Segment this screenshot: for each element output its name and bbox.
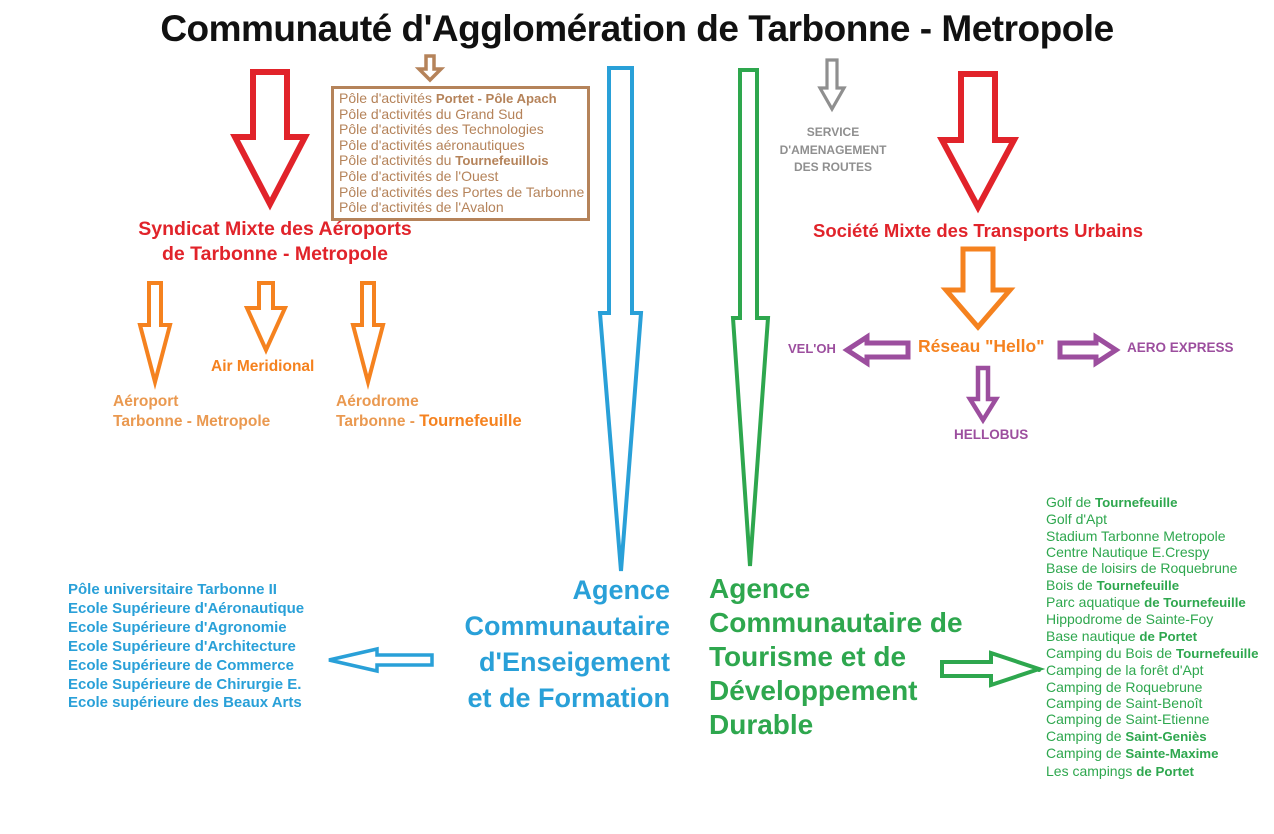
list-item: Camping de Saint-Etienne bbox=[1046, 711, 1210, 728]
list-item: Camping de Saint-Benoît bbox=[1046, 695, 1203, 712]
facilities-list bbox=[1046, 494, 1258, 780]
list-item: Communautaire de bbox=[709, 607, 963, 638]
list-item: Pôle universitaire Tarbonne II bbox=[68, 581, 277, 598]
list-item: Tourisme et de bbox=[709, 641, 907, 672]
hellobus-label: HELLOBUS bbox=[954, 427, 1029, 442]
page-title: Communauté d'Agglomération de Tarbonne - Metropole bbox=[160, 8, 1114, 49]
list-item: Base de loisirs de Roquebrune bbox=[1046, 560, 1238, 577]
list-item: Ecole supérieure des Beaux Arts bbox=[68, 694, 302, 712]
list-item: Pôle d'activités Portet - Pôle Apach bbox=[339, 90, 557, 106]
list-item: Bois de Tournefeuille bbox=[1046, 576, 1180, 593]
list-item: Les campings de Portet bbox=[1046, 762, 1194, 779]
list-item: Ecole Supérieure d'Architecture bbox=[68, 637, 296, 655]
list-item: Pôle d'activités des Technologies bbox=[339, 121, 544, 138]
list-item: Tarbonne - Metropole bbox=[113, 412, 271, 430]
purple-down-arrow-icon bbox=[967, 366, 999, 423]
blue-long-down-arrow-icon bbox=[597, 66, 644, 576]
orange-down-arrow-air-meridional-icon bbox=[244, 281, 288, 353]
aerodrome-line2: Tarbonne - Tournefeuille bbox=[336, 411, 522, 430]
orange-down-arrow-reseau-icon bbox=[943, 246, 1013, 330]
brown-down-arrow-icon bbox=[417, 54, 443, 82]
list-item: Camping du Bois de Tournefeuille bbox=[1046, 645, 1259, 662]
reseau-hello-label: Réseau "Hello" bbox=[918, 336, 1045, 356]
list-item: Pôle d'activités de l'Ouest bbox=[339, 167, 499, 184]
list-item: Ecole Supérieure de Chirurgie E. bbox=[68, 675, 302, 693]
list-item: DES ROUTES bbox=[793, 160, 872, 174]
list-item: Syndicat Mixte des Aéroports bbox=[138, 218, 412, 240]
list-item: de Tarbonne - Metropole bbox=[161, 243, 389, 265]
purple-left-arrow-icon bbox=[845, 334, 911, 366]
societe-transports-label: Société Mixte des Transports Urbains bbox=[812, 220, 1144, 241]
list-item: Pôle d'activités de l'Avalon bbox=[339, 199, 504, 216]
gray-down-arrow-icon bbox=[817, 58, 847, 111]
schools-list bbox=[68, 581, 304, 713]
green-right-arrow-icon bbox=[940, 650, 1042, 688]
list-item: Golf d'Apt bbox=[1046, 511, 1108, 528]
list-item: d'Enseigement bbox=[479, 647, 670, 677]
list-item: Stadium Tarbonne Metropole bbox=[1046, 527, 1226, 544]
aerodrome-tournefeuille-label bbox=[336, 392, 522, 431]
service-amenagement-routes-label bbox=[765, 124, 901, 177]
list-item: Ecole Supérieure d'Aéronautique bbox=[68, 599, 305, 617]
aeroport-tarbonne-label bbox=[113, 392, 270, 431]
list-item: Durable bbox=[709, 709, 814, 740]
list-item: Ecole Supérieure de Commerce bbox=[68, 656, 294, 674]
syndicat-aeroports-label bbox=[95, 217, 455, 267]
list-item: Camping de Saint-Geniès bbox=[1046, 727, 1207, 744]
list-item: Golf de Tournefeuille bbox=[1046, 494, 1178, 510]
red-down-arrow-left-icon bbox=[232, 69, 308, 209]
list-item: Développement bbox=[709, 675, 918, 706]
list-item: Pôle d'activités aéronautiques bbox=[339, 136, 525, 153]
list-item: Camping de Roquebrune bbox=[1046, 678, 1203, 695]
air-meridional-label: Air Meridional bbox=[211, 358, 315, 375]
list-item: et de Formation bbox=[467, 683, 670, 713]
list-item: Aéroport bbox=[113, 393, 179, 410]
list-item: Hippodrome de Sainte-Foy bbox=[1046, 611, 1214, 628]
purple-right-arrow-icon bbox=[1058, 334, 1118, 366]
poles-activity-box bbox=[331, 86, 590, 221]
list-item: Parc aquatique de Tournefeuille bbox=[1046, 594, 1246, 611]
list-item: SERVICE bbox=[806, 125, 860, 139]
vel-oh-label: VEL'OH bbox=[788, 341, 836, 356]
list-item: Agence bbox=[709, 573, 811, 604]
list-item: Communautaire bbox=[464, 611, 670, 641]
list-item: Centre Nautique E.Crespy bbox=[1046, 544, 1210, 561]
list-item: Base nautique de Portet bbox=[1046, 627, 1198, 644]
orange-down-arrow-aeroport-icon bbox=[138, 281, 172, 385]
list-item: Pôle d'activités du Grand Sud bbox=[339, 105, 524, 122]
orange-down-arrow-aerodrome-icon bbox=[351, 281, 385, 385]
agence-enseignement-label bbox=[400, 572, 670, 716]
list-item: Pôle d'activités du Tournefeuillois bbox=[339, 152, 549, 169]
aero-express-label: AERO EXPRESS bbox=[1127, 340, 1234, 355]
red-down-arrow-right-icon bbox=[939, 71, 1017, 212]
list-item: Agence bbox=[572, 575, 670, 605]
list-item: Ecole Supérieure d'Agronomie bbox=[68, 618, 287, 636]
list-item: D'AMENAGEMENT bbox=[779, 142, 887, 157]
list-item: Camping de Sainte-Maxime bbox=[1046, 745, 1219, 762]
blue-left-arrow-icon bbox=[327, 647, 435, 673]
aerodrome-line1: Aérodrome bbox=[336, 393, 419, 410]
list-item: Camping de la forêt d'Apt bbox=[1046, 662, 1258, 678]
list-item: Pôle d'activités des Portes de Tarbonne bbox=[339, 183, 585, 200]
